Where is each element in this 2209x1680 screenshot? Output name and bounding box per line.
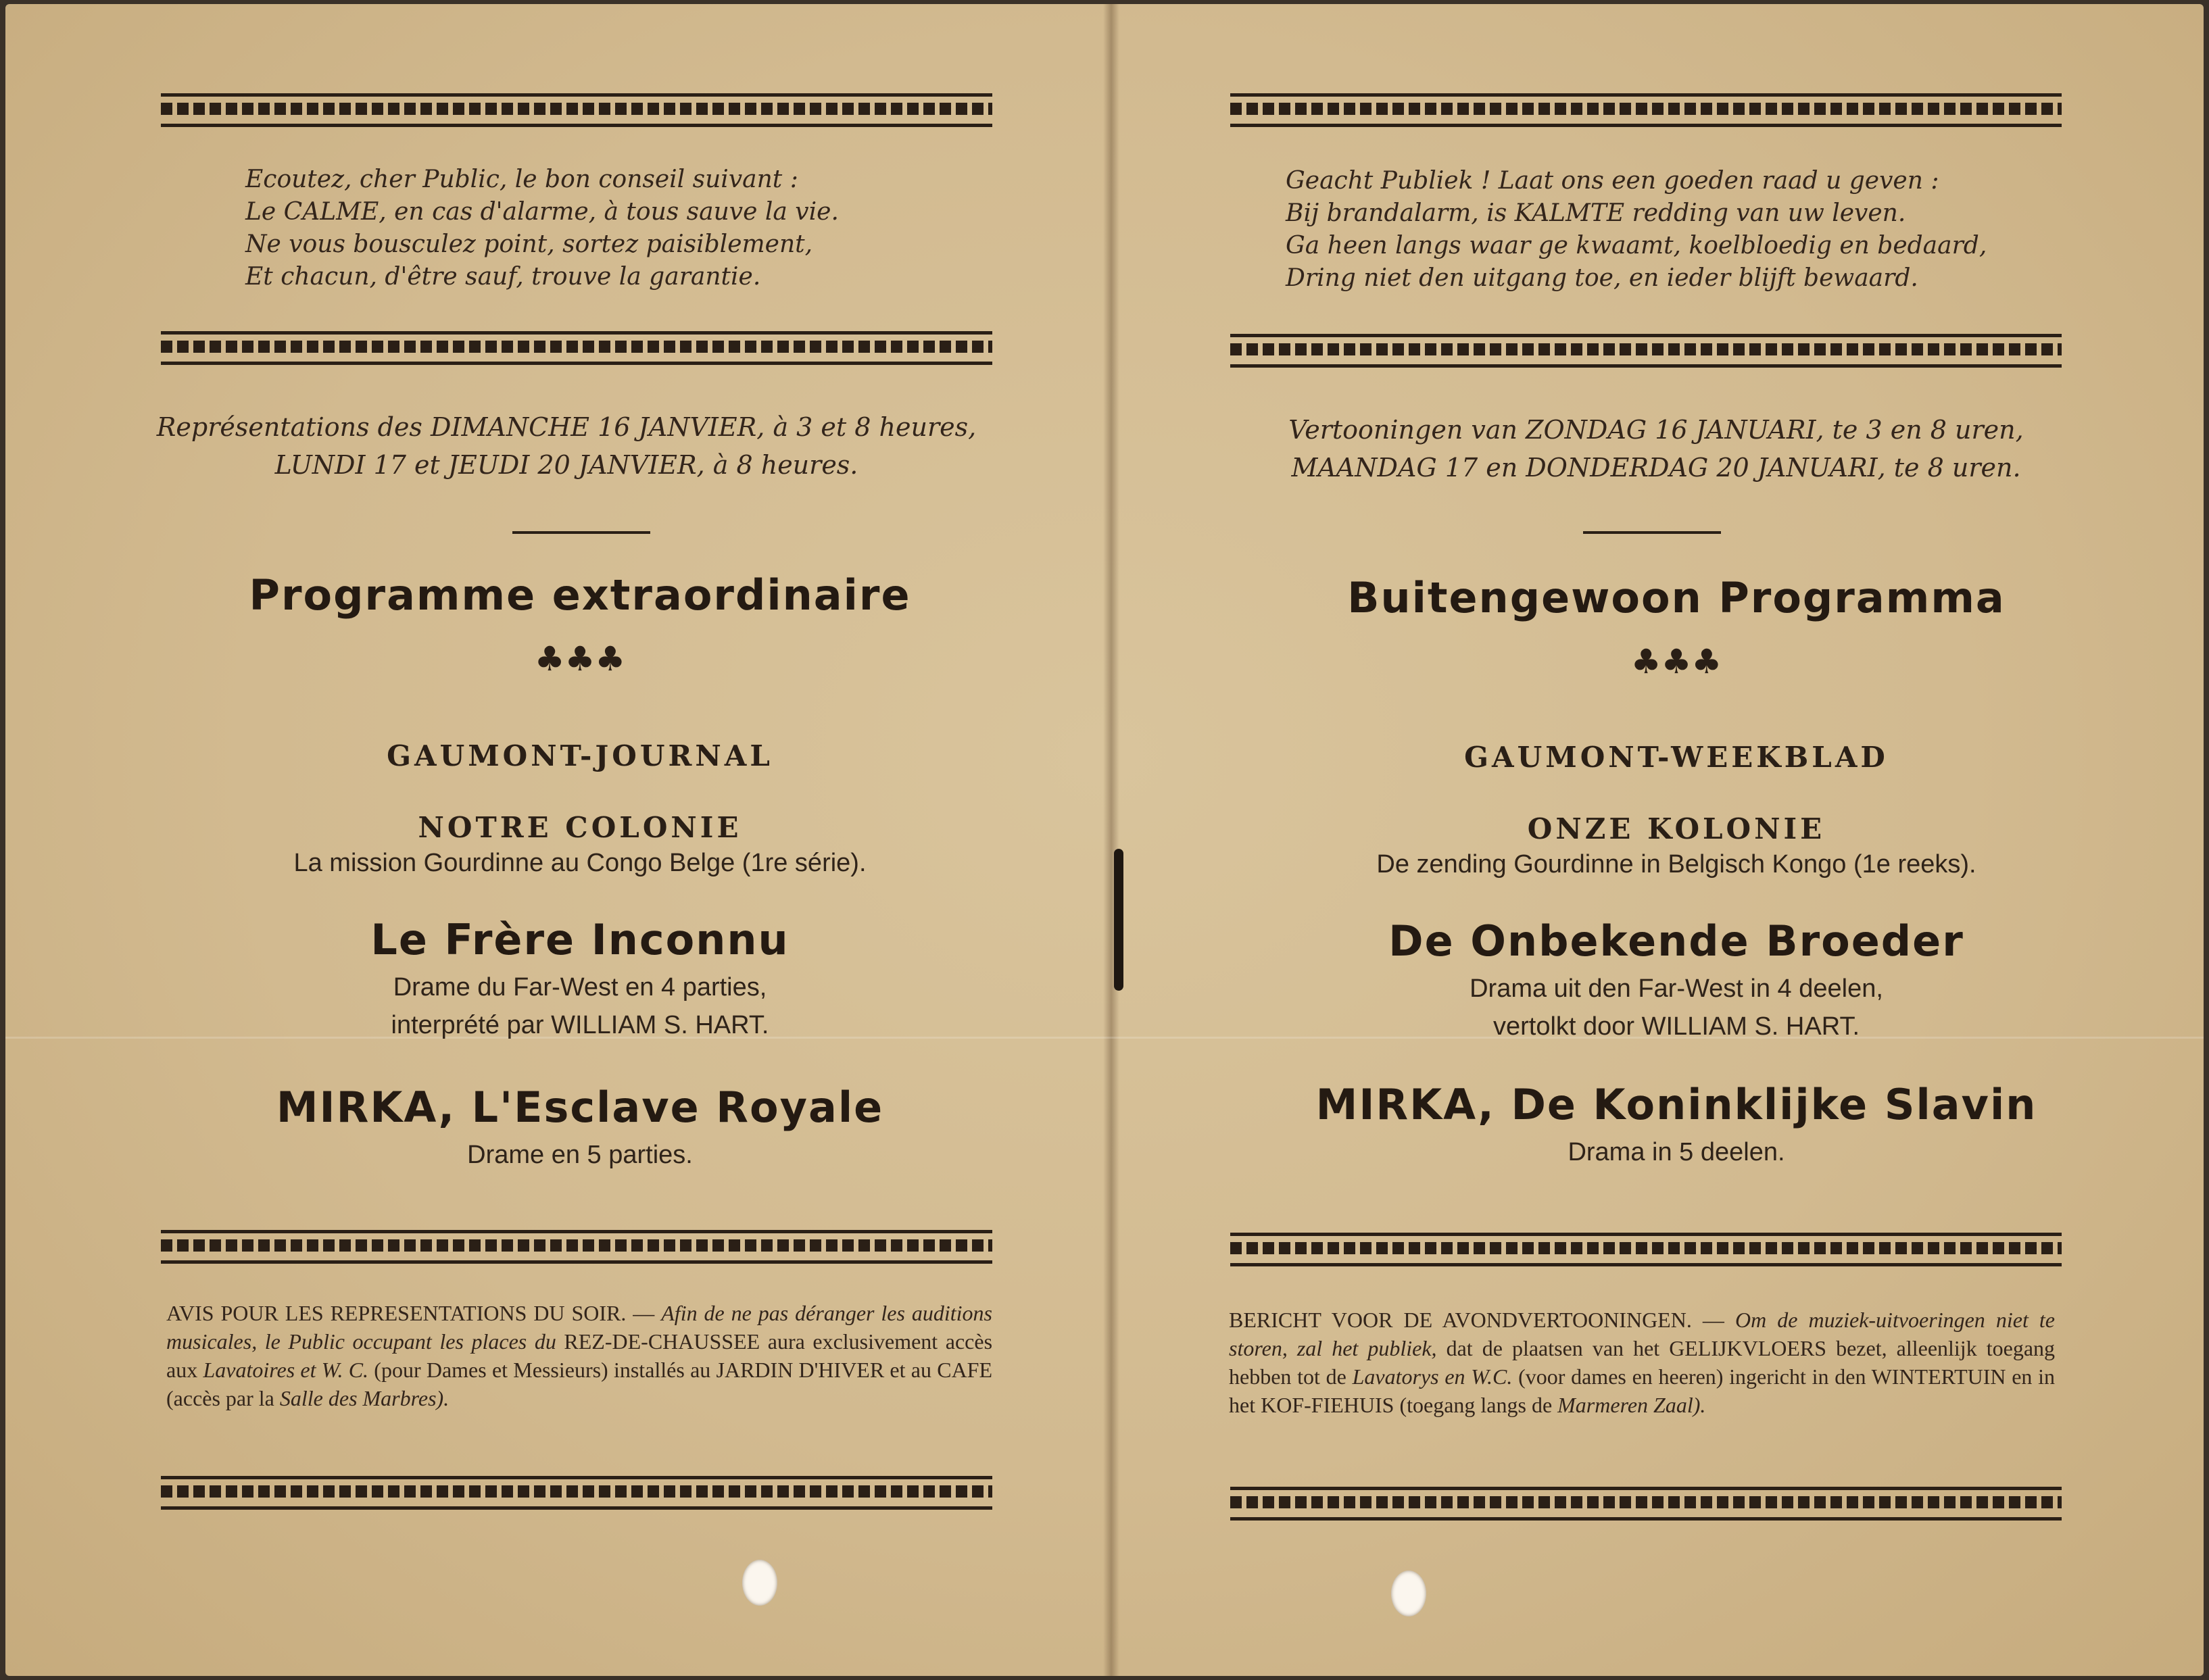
film1-block [1190,916,2163,1045]
poem-line: Ne vous bousculez point, sortez paisiblement, [245,230,813,258]
film1-title: Le Frère Inconnu [370,915,790,964]
binding-hole [742,1560,777,1606]
showtimes [127,408,1006,484]
notice-lead: BERICHT VOOR DE AVONDVERTOONINGEN. — [1229,1308,1724,1332]
colonie-subtitle: De zending Gourdinne in Belgisch Kongo (1e reeks). [1376,850,1976,879]
notice-text: (pour Dames et Messieurs) installés au JARDIN D'HIVER et au CAFE (accès par la [166,1358,993,1410]
ornamental-rule [1230,334,2062,368]
ornamental-rule [161,1230,992,1264]
showtimes-line: Vertooningen van ZONDAG 16 JANUARI, te 3 en 8 uren, [1288,415,2024,445]
ornamental-rule [1230,93,2062,127]
film1-description: Drame du Far-West en 4 parties, [393,973,767,1002]
poem-line: Dring niet den uitgang toe, en ieder blijft bewaard. [1286,264,1918,292]
notice-lead: AVIS POUR LES REPRESENTATIONS DU SOIR. — [166,1301,655,1325]
ornamental-rule [1230,1233,2062,1266]
film2-block [1190,1080,2163,1171]
film1-block [93,915,1067,1044]
poem-line: Bij brandalarm, is KALMTE redding van uw leven. [1286,199,1906,227]
right-page [1109,4,2204,1676]
fleuron-icon: ♣♣♣ [534,639,626,678]
film2-title: MIRKA, L'Esclave Royale [276,1083,884,1132]
binding-hole [1391,1571,1426,1616]
program-title-block [93,570,1067,679]
journal-block [1190,741,2163,774]
poem-line: Ecoutez, cher Public, le bon conseil suivant : [245,166,798,193]
divider [512,531,650,534]
ornamental-rule [1230,1487,2062,1521]
film2-description: Drama in 5 deelen. [1568,1138,1785,1166]
colonie-subtitle: La mission Gourdinne au Congo Belge (1re série). [293,849,867,877]
poem-line: Le CALME, en cas d'alarme, à tous sauve la vie. [245,198,839,226]
notice-italic: Salle des Marbres). [279,1386,450,1410]
showtimes-line: LUNDI 17 et JEUDI 20 JANVIER, à 8 heures. [274,450,858,480]
notice-italic: Lavatoires et W. C. [203,1358,369,1382]
film1-cast: vertolkt door WILLIAM S. HART. [1492,1012,1860,1041]
notice-italic: Om de muziek-uitvoeringen niet te storen, zal het publiek, [1229,1308,2056,1360]
colonie-block [1190,812,2163,883]
film2-description: Drame en 5 parties. [467,1141,693,1169]
program-title: Programme extraordinaire [249,570,911,620]
film2-block [93,1083,1067,1174]
notice-italic: Lavatorys en W.C. [1352,1364,1513,1389]
colonie-title: NOTRE COLONIE [418,811,742,844]
poem-line: Ga heen langs waar ge kwaamt, koelbloedig en bedaard, [1286,232,1987,260]
journal-title: GAUMONT-JOURNAL [387,739,773,772]
showtimes-line: Représentations des DIMANCHE 16 JANVIER, à 3 et 8 heures, [156,412,977,442]
notice-italic: Afin de ne pas déranger les auditions musicales, le Public occupant les places du [166,1301,993,1354]
notice-text: (voor dames en heeren) ingericht in den WINTERTUIN en in het KOF-FIEHUIS (toegang langs de [1229,1364,2056,1417]
film2-title: MIRKA, De Koninklijke Slavin [1315,1080,2037,1129]
divider [1583,531,1721,534]
ornamental-rule [161,93,992,127]
colonie-title: ONZE KOLONIE [1527,812,1826,845]
evening-notice [166,1299,992,1412]
journal-title: GAUMONT-WEEKBLAD [1464,741,1889,774]
poem-line: Geacht Publiek ! Laat ons een goeden raad u geven : [1286,167,1939,195]
ornamental-rule [161,1476,992,1510]
safety-poem [245,164,989,293]
poem-line: Et chacun, d'être sauf, trouve la garantie. [245,263,761,291]
film1-title: De Onbekende Broeder [1388,916,1964,966]
program-title: Buitengewoon Programma [1347,573,2006,622]
program-spread [5,4,2204,1676]
notice-italic: Marmeren Zaal). [1557,1393,1706,1417]
left-page [5,4,1100,1676]
safety-poem [1286,165,2029,295]
journal-block [93,739,1067,772]
program-title-block [1190,573,2163,682]
colonie-block [93,811,1067,882]
fleuron-icon: ♣♣♣ [1630,642,1722,681]
notice-text: REZ-DE-CHAUSSEE aura exclusivement accès aux [166,1329,993,1382]
notice-text: dat de plaatsen van het GELIJKVLOERS bezet, alleenlijk toegang hebben tot de [1229,1336,2056,1389]
showtimes-line: MAANDAG 17 en DONDERDAG 20 JANUARI, te 8 uren. [1291,453,2021,483]
film1-cast: interprété par WILLIAM S. HART. [391,1011,769,1039]
ornamental-rule [161,331,992,365]
showtimes [1217,411,2095,487]
film1-description: Drama uit den Far-West in 4 deelen, [1470,974,1883,1003]
evening-notice [1229,1306,2055,1419]
